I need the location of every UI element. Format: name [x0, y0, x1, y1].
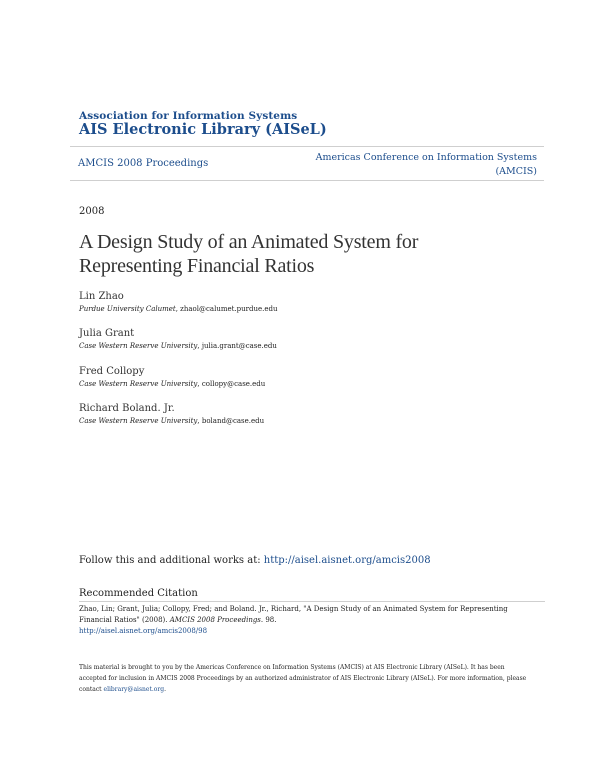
author-email: , julia.grant@case.edu	[197, 342, 277, 350]
author-block	[79, 366, 559, 388]
recommended-citation-heading: Recommended Citation	[79, 588, 198, 599]
follow-line	[79, 555, 431, 566]
conference-link[interactable]	[316, 151, 537, 179]
author-name[interactable]: Richard Boland. Jr.	[79, 403, 175, 414]
follow-link[interactable]: http://aisel.aisnet.org/amcis2008	[263, 555, 431, 566]
author-affiliation	[79, 342, 559, 350]
repository-note	[79, 662, 534, 695]
author-email: , collopy@case.edu	[197, 380, 266, 388]
conference-line-2: (AMCIS)	[495, 166, 537, 177]
citation-part: Zhao, Lin; Grant, Julia; Collopy, Fred; and Boland. Jr., Richard, "A Design Study of an Animated System for Representing Financial Ratios" (2008).	[79, 605, 508, 624]
note-end: .	[164, 686, 166, 693]
affiliation-name: Case Western Reserve University	[79, 342, 198, 350]
author-affiliation	[79, 380, 559, 388]
note-text: This material is brought to you by the Americas Conference on Information Systems (AMCIS) at AIS Electronic Library (AISeL). It has been accepted for inclusion in AMCIS 2008 Proceedings by an authorized administrator of AIS Electronic Library (AISeL). For more information, please contact	[79, 664, 527, 693]
contact-email-link[interactable]: elibrary@aisnet.org	[103, 686, 165, 693]
conference-line-1: Americas Conference on Information Systems	[315, 152, 537, 163]
citation-text	[79, 604, 539, 637]
follow-text: Follow this and additional works at:	[79, 555, 264, 566]
library-name[interactable]: AIS Electronic Library (AISeL)	[79, 121, 327, 138]
author-email: , boland@case.edu	[197, 417, 265, 425]
paper-title: A Design Study of an Animated System for Representing Financial Ratios	[79, 231, 419, 277]
divider	[79, 601, 545, 602]
author-email: , zhaol@calumet.purdue.edu	[175, 305, 278, 313]
author-name[interactable]: Fred Collopy	[79, 366, 145, 377]
association-name[interactable]: Association for Information Systems	[79, 110, 298, 122]
citation-proceedings: AMCIS 2008 Proceedings	[169, 616, 261, 624]
affiliation-name: Purdue University Calumet	[79, 305, 176, 313]
proceedings-link[interactable]: AMCIS 2008 Proceedings	[78, 158, 209, 169]
proceedings-bar	[70, 146, 544, 181]
affiliation-name: Case Western Reserve University	[79, 380, 198, 388]
citation-link[interactable]: http://aisel.aisnet.org/amcis2008/98	[79, 627, 208, 635]
author-block	[79, 291, 559, 313]
publication-year: 2008	[79, 206, 105, 217]
author-name[interactable]: Lin Zhao	[79, 291, 124, 302]
author-name[interactable]: Julia Grant	[79, 328, 135, 339]
author-affiliation	[79, 305, 559, 313]
author-affiliation	[79, 417, 559, 425]
author-block	[79, 403, 559, 425]
affiliation-name: Case Western Reserve University	[79, 417, 198, 425]
citation-part: . 98.	[260, 616, 277, 624]
author-block	[79, 328, 559, 350]
